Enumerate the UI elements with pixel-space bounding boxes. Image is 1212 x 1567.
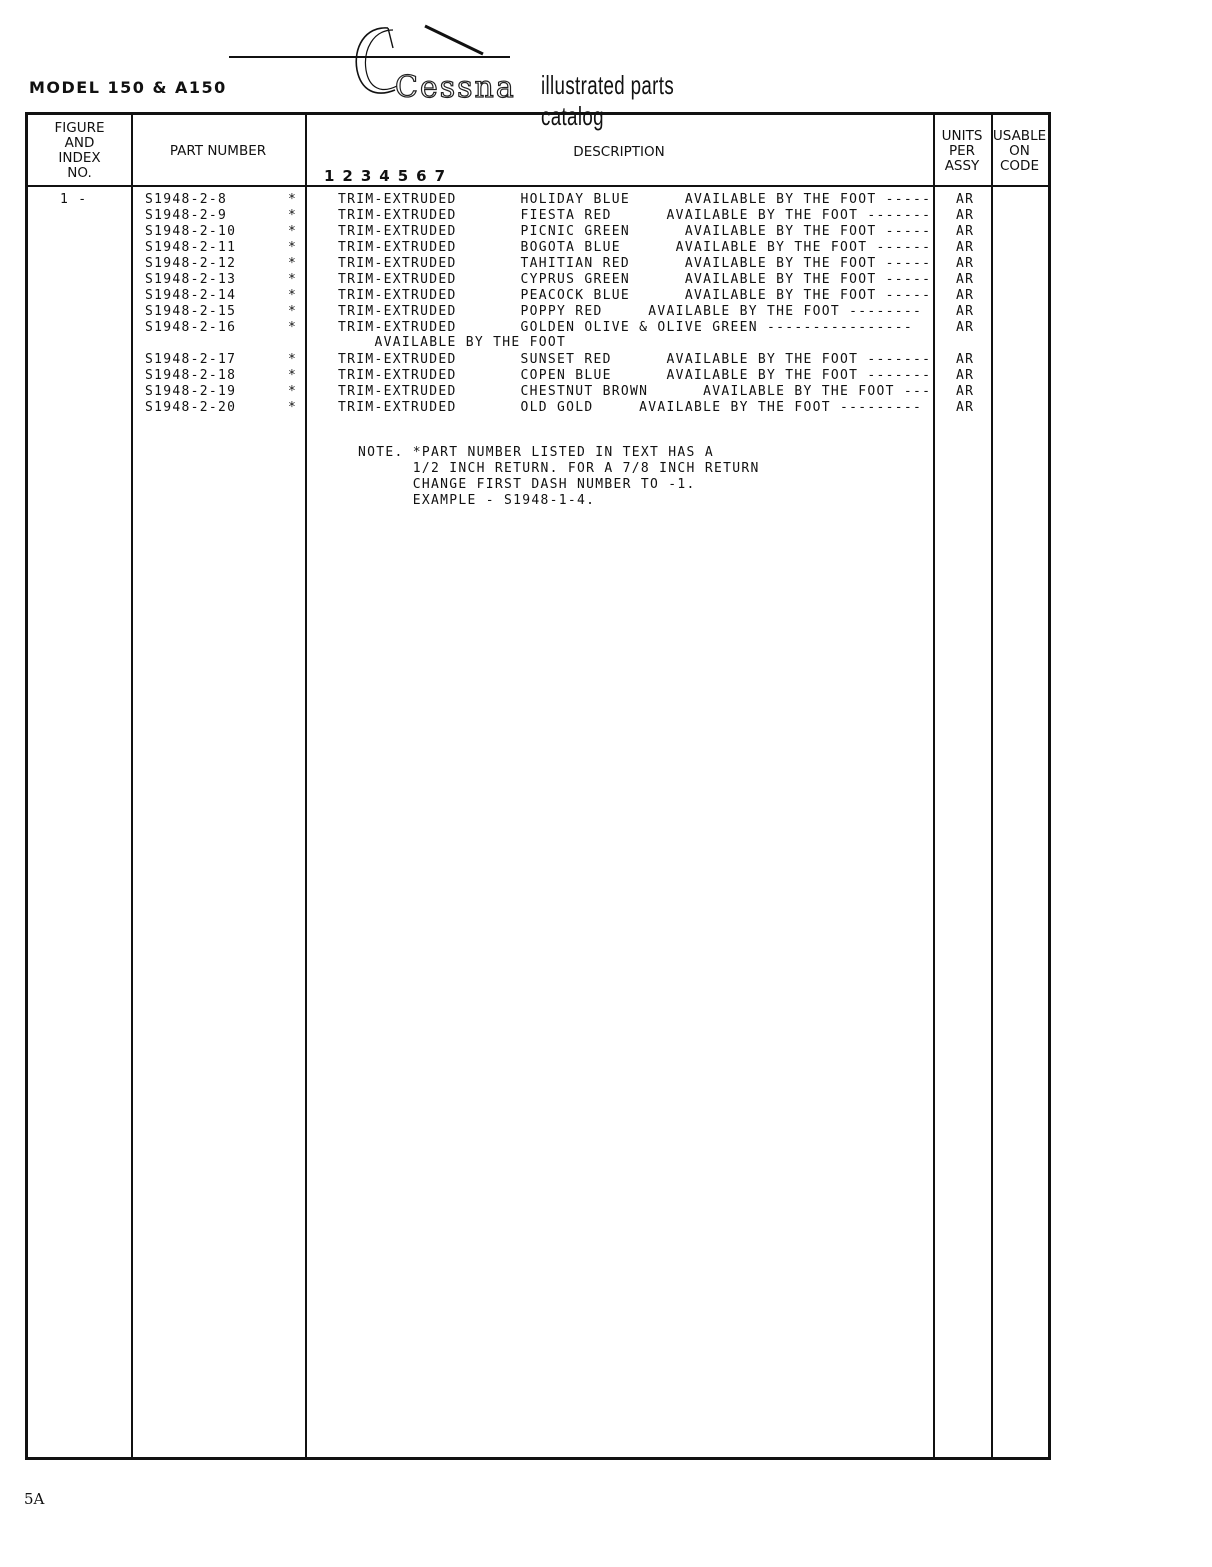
description-cell: TRIM-EXTRUDED PICNIC GREEN AVAILABLE BY THE FOOT ----- — [338, 224, 932, 239]
header-usable-line: CODE — [1000, 158, 1039, 174]
header-divider — [28, 185, 1048, 187]
header-figure-line: AND — [64, 135, 95, 151]
table-row — [28, 352, 1048, 368]
part-number-cell: S1948-2-9 — [145, 208, 228, 223]
table-row — [28, 368, 1048, 384]
header-usable-line: ON — [1009, 143, 1030, 159]
table-row — [28, 320, 1048, 336]
star-cell: * — [288, 304, 298, 319]
star-cell: * — [288, 208, 298, 223]
part-number-cell: S1948-2-13 — [145, 272, 237, 287]
model-title: MODEL 150 & A150 — [29, 78, 227, 97]
units-cell: AR — [956, 352, 975, 367]
units-cell: AR — [956, 384, 975, 399]
table-row — [28, 272, 1048, 288]
part-number-cell: S1948-2-20 — [145, 400, 237, 415]
footnote-line: 1/2 INCH RETURN. FOR A 7/8 INCH RETURN — [358, 461, 760, 476]
units-cell: AR — [956, 400, 975, 415]
description-cell: TRIM-EXTRUDED TAHITIAN RED AVAILABLE BY THE FOOT ----- — [338, 256, 932, 271]
header-figure — [28, 121, 131, 181]
table-row — [28, 256, 1048, 272]
description-cell: AVAILABLE BY THE FOOT — [338, 335, 567, 350]
header-units-line: UNITS — [941, 128, 983, 144]
part-number-cell: S1948-2-14 — [145, 288, 237, 303]
part-number-cell: S1948-2-18 — [145, 368, 237, 383]
description-column-numbers: 1234567 — [324, 167, 454, 185]
description-cell: TRIM-EXTRUDED COPEN BLUE AVAILABLE BY THE FOOT ------- — [338, 368, 932, 383]
part-number-cell: S1948-2-8 — [145, 192, 228, 207]
header-figure-line: NO. — [67, 165, 92, 181]
units-cell: AR — [956, 288, 975, 303]
logo-wordmark: Cessna — [395, 70, 516, 105]
units-cell: AR — [956, 304, 975, 319]
units-cell: AR — [956, 320, 975, 335]
header-usable — [991, 129, 1048, 174]
parts-table — [25, 112, 1051, 1460]
footnote-line: CHANGE FIRST DASH NUMBER TO -1. — [358, 477, 696, 492]
part-number-cell: S1948-2-19 — [145, 384, 237, 399]
units-cell: AR — [956, 192, 975, 207]
description-cell: TRIM-EXTRUDED CHESTNUT BROWN AVAILABLE BY THE FOOT --- — [338, 384, 932, 399]
table-row — [28, 208, 1048, 224]
cessna-logo — [225, 18, 745, 131]
star-cell: * — [288, 320, 298, 335]
units-cell: AR — [956, 208, 975, 223]
star-cell: * — [288, 352, 298, 367]
units-cell: AR — [956, 256, 975, 271]
table-row — [28, 240, 1048, 256]
index-cell: 1 - — [60, 192, 88, 207]
units-cell: AR — [956, 368, 975, 383]
description-cell: TRIM-EXTRUDED HOLIDAY BLUE AVAILABLE BY THE FOOT ----- — [338, 192, 932, 207]
header-part-number: PART NUMBER — [169, 143, 267, 159]
description-cell: TRIM-EXTRUDED SUNSET RED AVAILABLE BY THE FOOT ------- — [338, 352, 932, 367]
header-units-line: ASSY — [944, 158, 980, 174]
catalog-title: illustrated parts catalog — [541, 70, 675, 131]
table-row — [28, 400, 1048, 416]
header-description: DESCRIPTION — [573, 144, 665, 160]
part-number-cell: S1948-2-16 — [145, 320, 237, 335]
star-cell: * — [288, 224, 298, 239]
description-cell: TRIM-EXTRUDED POPPY RED AVAILABLE BY THE FOOT -------- — [338, 304, 923, 319]
table-row — [28, 288, 1048, 304]
header-figure-line: INDEX — [58, 150, 101, 166]
star-cell: * — [288, 272, 298, 287]
part-number-cell: S1948-2-12 — [145, 256, 237, 271]
star-cell: * — [288, 192, 298, 207]
description-cell: TRIM-EXTRUDED CYPRUS GREEN AVAILABLE BY THE FOOT ----- — [338, 272, 932, 287]
table-row — [28, 304, 1048, 320]
footnote-line: NOTE. *PART NUMBER LISTED IN TEXT HAS A — [358, 445, 714, 460]
units-cell: AR — [956, 272, 975, 287]
star-cell: * — [288, 288, 298, 303]
star-cell: * — [288, 400, 298, 415]
page-number: 5A — [24, 1490, 45, 1508]
part-number-cell: S1948-2-15 — [145, 304, 237, 319]
header-units — [933, 129, 991, 174]
table-row — [28, 384, 1048, 400]
description-cell: TRIM-EXTRUDED GOLDEN OLIVE & OLIVE GREEN ---------------- — [338, 320, 913, 335]
star-cell: * — [288, 256, 298, 271]
part-number-cell: S1948-2-11 — [145, 240, 237, 255]
description-cell: TRIM-EXTRUDED OLD GOLD AVAILABLE BY THE FOOT --------- — [338, 400, 923, 415]
units-cell: AR — [956, 240, 975, 255]
table-row-continuation — [28, 335, 1048, 351]
part-number-cell: S1948-2-17 — [145, 352, 237, 367]
table-row — [28, 224, 1048, 240]
star-cell: * — [288, 384, 298, 399]
units-cell: AR — [956, 224, 975, 239]
footnote — [358, 445, 760, 509]
table-row — [28, 192, 1048, 208]
header-usable-line: USABLE — [992, 128, 1047, 144]
footnote-line: EXAMPLE - S1948-1-4. — [358, 493, 596, 508]
star-cell: * — [288, 368, 298, 383]
description-cell: TRIM-EXTRUDED BOGOTA BLUE AVAILABLE BY THE FOOT ------ — [338, 240, 932, 255]
description-cell: TRIM-EXTRUDED FIESTA RED AVAILABLE BY THE FOOT ------- — [338, 208, 932, 223]
star-cell: * — [288, 240, 298, 255]
header-figure-line: FIGURE — [54, 120, 105, 136]
part-number-cell: S1948-2-10 — [145, 224, 237, 239]
description-cell: TRIM-EXTRUDED PEACOCK BLUE AVAILABLE BY THE FOOT ----- — [338, 288, 932, 303]
header-units-line: PER — [948, 143, 976, 159]
